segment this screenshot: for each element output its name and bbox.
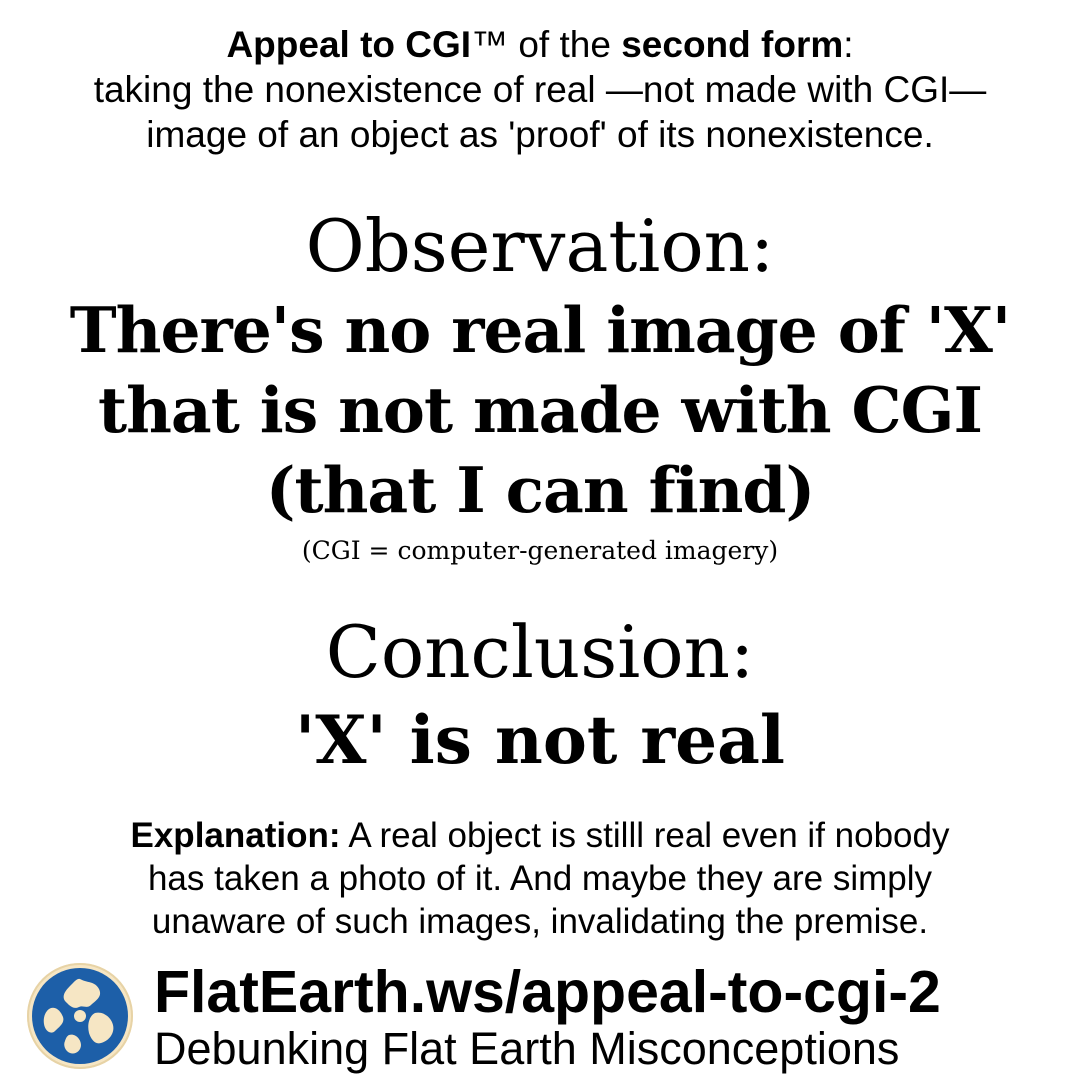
conclusion-body: 'X' is not real (295, 701, 785, 779)
footer (22, 958, 1067, 1073)
intro-title-mid: of the (508, 24, 622, 65)
intro-colon: : (843, 24, 854, 65)
site-url[interactable]: FlatEarth.ws/appeal-to-cgi-2 (154, 959, 941, 1025)
observation-line-1: There's no real image of 'X' (69, 293, 1011, 367)
observation-body (0, 290, 1080, 530)
explanation-line-1-text: A real object is stilll real even if nobody (340, 816, 950, 855)
intro-text (0, 22, 1080, 157)
observation-line-2: that is not made with CGI (98, 373, 982, 447)
intro-line-2: taking the nonexistence of real —not made with CGI— (93, 69, 987, 110)
explanation-line-2: has taken a photo of it. And maybe they are simply (147, 859, 933, 898)
observation-line-3: (that I can find) (265, 453, 815, 527)
explanation-line-1 (0, 814, 1080, 857)
trademark-symbol: ™ (471, 24, 509, 65)
site-tagline: Debunking Flat Earth Misconceptions (154, 1023, 900, 1074)
explanation-line-3: unaware of such images, invalidating the premise. (151, 902, 929, 941)
cgi-definition-note: (CGI = computer-generated imagery) (301, 536, 779, 565)
conclusion-heading: Conclusion: (325, 610, 755, 694)
observation-heading: Observation: (305, 204, 775, 288)
explanation-text (0, 814, 1080, 943)
intro-line-3: image of an object as 'proof' of its nonexistence. (146, 114, 934, 155)
intro-line-1 (0, 22, 1080, 67)
flat-earth-globe-logo-icon (25, 961, 135, 1071)
explanation-label: Explanation: (130, 816, 341, 855)
intro-form-bold: second form (621, 24, 844, 65)
intro-title-bold: Appeal to CGI (226, 24, 472, 65)
